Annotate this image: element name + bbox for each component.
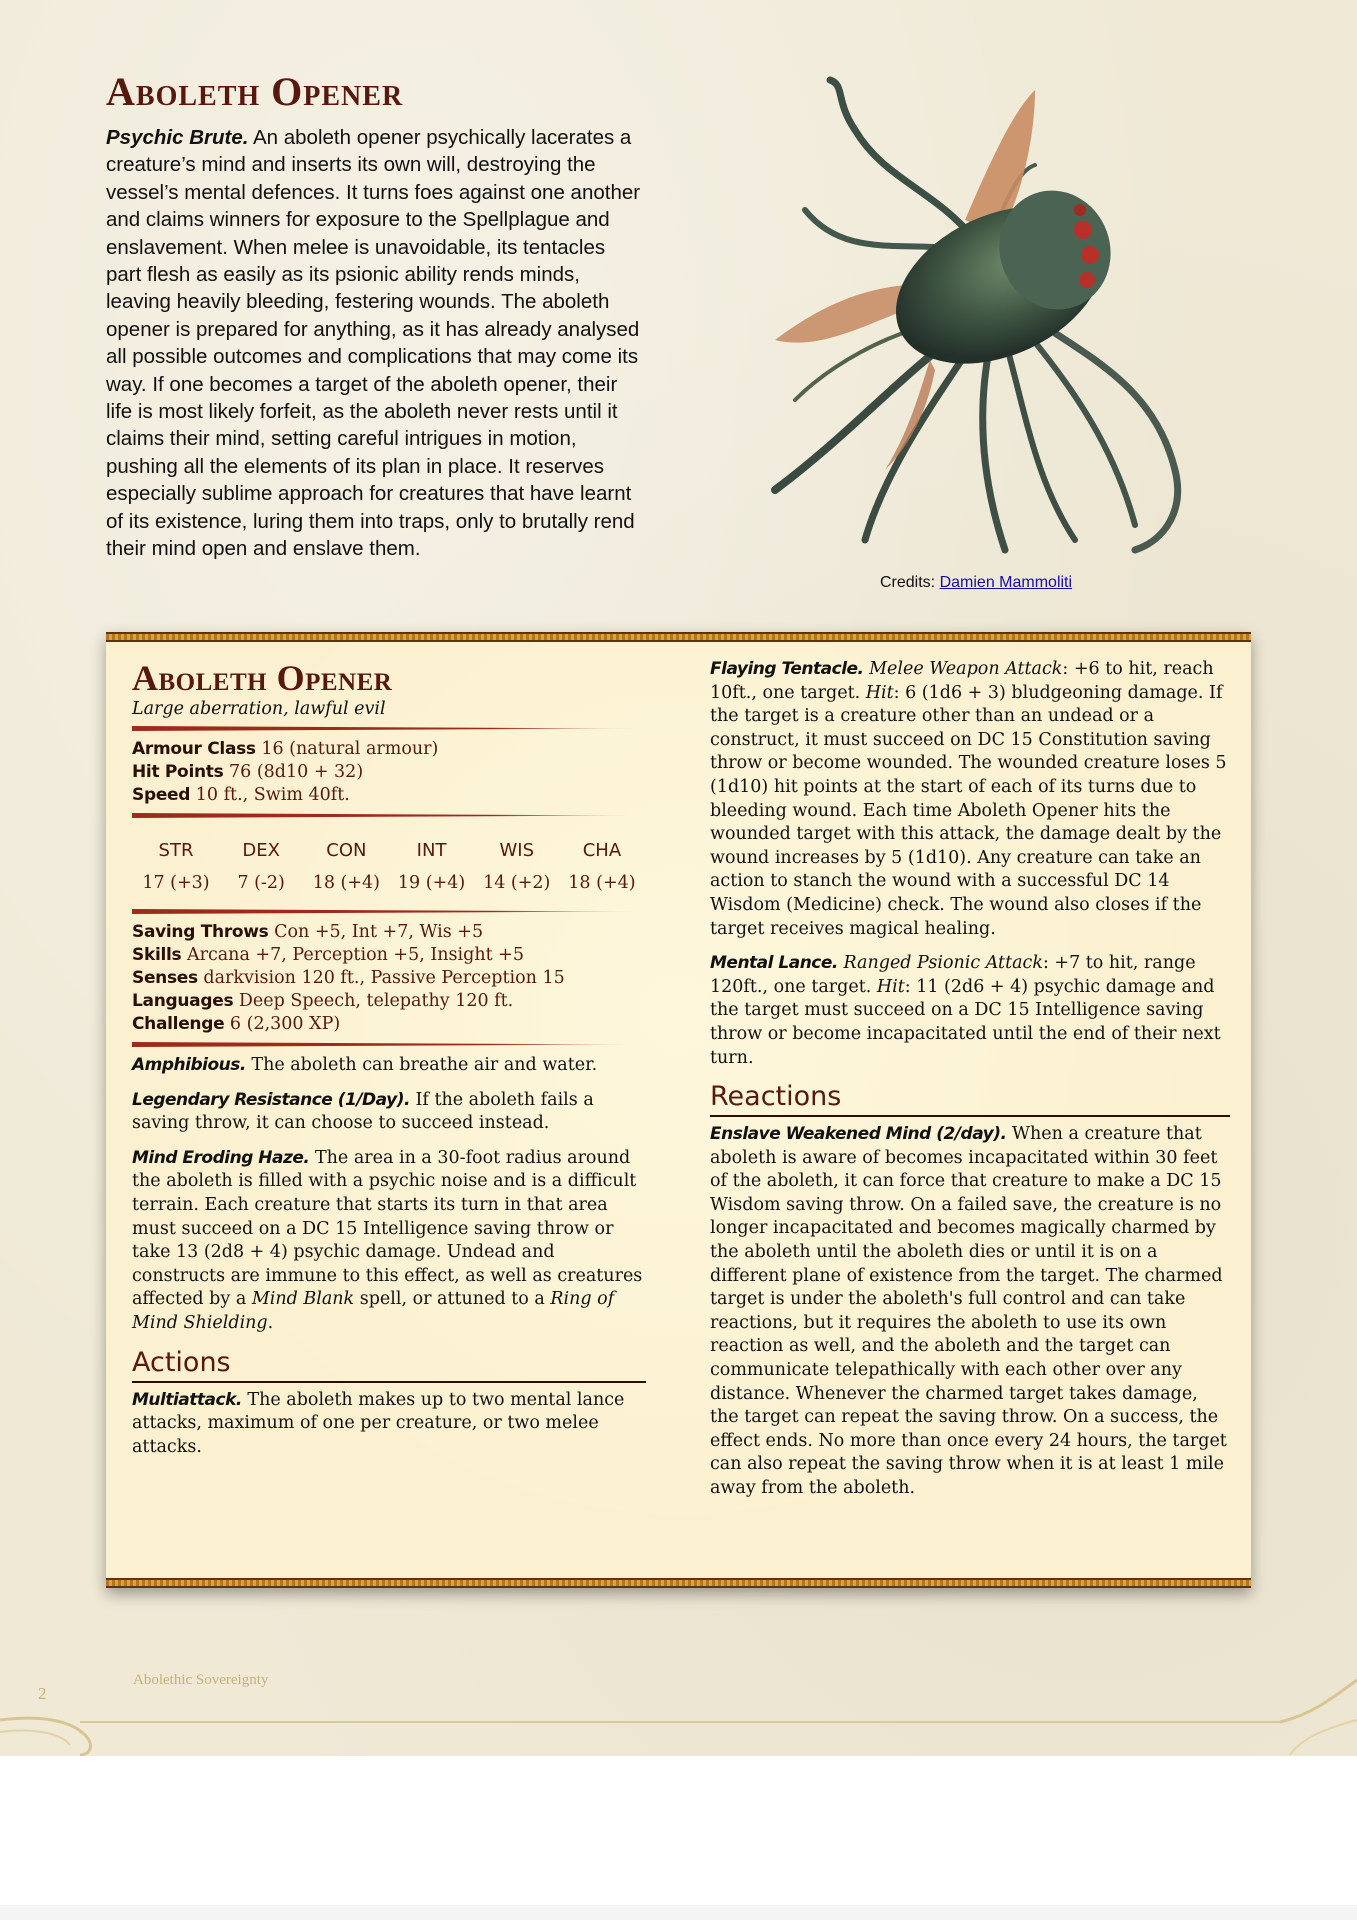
ability-cha: CHA 18 (+4) [568, 840, 636, 893]
reactions-heading: Reactions [710, 1081, 1230, 1117]
saving-throws: Saving Throws Con +5, Int +7, Wis +5 [132, 922, 484, 942]
trait-mind-eroding-haze: Mind Eroding Haze. The area in a 30-foot radius around the aboleth is filled with a psychic noise and is a difficult terrain. Each creature that starts its turn in that area must succeed on a DC 15 Intelligence saving throw or take 13 (2d8 + 4) psychic damage. Undead and constructs are immune to this effect, as well as creatures affected by a Mind Blank spell, or attuned to a Ring of Mind Shielding. [132, 1147, 643, 1333]
ability-str: STR 17 (+3) [142, 840, 210, 893]
divider [132, 1042, 646, 1047]
ability-con: CON 18 (+4) [312, 840, 381, 893]
stat-block-left-column [132, 658, 646, 1470]
skills: Skills Arcana +7, Perception +5, Insight +5 [132, 945, 524, 965]
languages: Languages Deep Speech, telepathy 120 ft. [132, 991, 514, 1011]
ability-scores [132, 825, 646, 903]
ability-int: INT 19 (+4) [397, 840, 466, 893]
trait-amphibious: Amphibious. The aboleth can breathe air and water. [132, 1055, 598, 1075]
divider [132, 726, 646, 731]
senses: Senses darkvision 120 ft., Passive Perception 15 [132, 968, 565, 988]
stat-block-right-column [710, 658, 1230, 1512]
actions-heading: Actions [132, 1347, 646, 1383]
monster-type: Large aberration, lawful evil [132, 699, 386, 719]
monster-name: Aboleth Opener [132, 658, 393, 698]
armour-class: Armour Class 16 (natural armour) [132, 739, 439, 759]
stat-block-bottom-border [106, 1578, 1251, 1588]
divider [132, 909, 646, 914]
ability-wis: WIS 14 (+2) [483, 840, 551, 893]
credits-artist-link[interactable]: Damien Mammoliti [939, 574, 1073, 591]
footer-title: Abolethic Sovereignty [133, 1672, 269, 1688]
page-number: 2 [38, 1684, 47, 1703]
intro-lead: Psychic Brute. [106, 126, 249, 149]
ability-dex: DEX 7 (-2) [237, 840, 285, 893]
credits-label: Credits: [880, 574, 936, 591]
viewer-bottom-edge [0, 1905, 1357, 1920]
action-mental-lance: Mental Lance. Ranged Psionic Attack: +7 to hit, range 120ft., one target. Hit: 11 (2d6 + 4) psychic damage and the target must succeed on a DC 15 Intelligence saving throw or become incapacitated until the end of their next turn. [710, 953, 1221, 1068]
stat-block [106, 632, 1251, 1588]
action-multiattack: Multiattack. The aboleth makes up to two mental lance attacks, maximum of one per creature, or two melee attacks. [132, 1389, 625, 1457]
image-credits [880, 574, 1072, 592]
trait-legendary-resistance: Legendary Resistance (1/Day). If the aboleth fails a saving throw, it can choose to succeed instead. [132, 1089, 594, 1134]
speed: Speed 10 ft., Swim 40ft. [132, 785, 350, 805]
reaction-enslave-weakened-mind: Enslave Weakened Mind (2/day). When a creature that aboleth is aware of becomes incapacitated within 30 feet of the aboleth, it can force that creature to make a DC 15 Wisdom saving throw. On a failed save, the creature is no longer incapacitated and becomes magically charmed by the aboleth until the aboleth dies or until it is on a different plane of existence from the target. The charmed target is under the aboleth's full control and can take reactions, but it requires the aboleth to use its own reaction as well, and the aboleth and the target can communicate telepathically with each other over any distance. Whenever the charmed target takes damage, the target can repeat the saving throw. On a success, the effect ends. No more than once every 24 hours, the target can also repeat the saving throw when it is at least 1 mile away from the aboleth. [710, 1124, 1227, 1498]
action-flaying-tentacle: Flaying Tentacle. Melee Weapon Attack: +6 to hit, reach 10ft., one target. Hit: 6 (1d6 + 3) bludgeoning damage. If the target is a creature other than an undead or a construct, it must succeed on DC 15 Constitution saving throw or become wounded. The wounded creature loses 5 (1d10) hit points at the start of each of its turns due to bleeding wound. Each time Aboleth Opener hits the wounded target with this attack, the damage dealt by the wound increases by 5 (1d10). Any creature can take an action to stanch the wound with a successful DC 14 Wisdom (Medicine) check. The wound also closes if the target receives magical healing. [710, 659, 1227, 939]
divider [132, 813, 646, 818]
hit-points: Hit Points 76 (8d10 + 32) [132, 762, 364, 782]
challenge: Challenge 6 (2,300 XP) [132, 1014, 341, 1034]
aboleth-illustration [735, 70, 1205, 560]
intro-body: An aboleth opener psychically lacerates a creature’s mind and inserts its own will, destroying the vessel’s mental defences. It turns foes against one another and claims winners for exposure to the Spellplague and enslavement. When melee is unavoidable, its tentacles part flesh as easily as its psionic ability rends minds, leaving heavily bleeding, festering wounds. The aboleth opener is prepared for anything, as it has already analysed all possible outcomes and complications that may come its way. If one becomes a target of the aboleth opener, their life is most likely forfeit, as the aboleth never rests until it claims their mind, setting careful intrigues in motion, pushing all the elements of its plan in place. It reserves especially sublime approach for creatures that have learnt of its existence, luring them into traps, only to brutally rend their mind open and enslave them. [106, 126, 641, 561]
intro-paragraph [106, 124, 646, 563]
page-title: Aboleth Opener [106, 69, 404, 114]
stat-block-top-border [106, 632, 1251, 642]
